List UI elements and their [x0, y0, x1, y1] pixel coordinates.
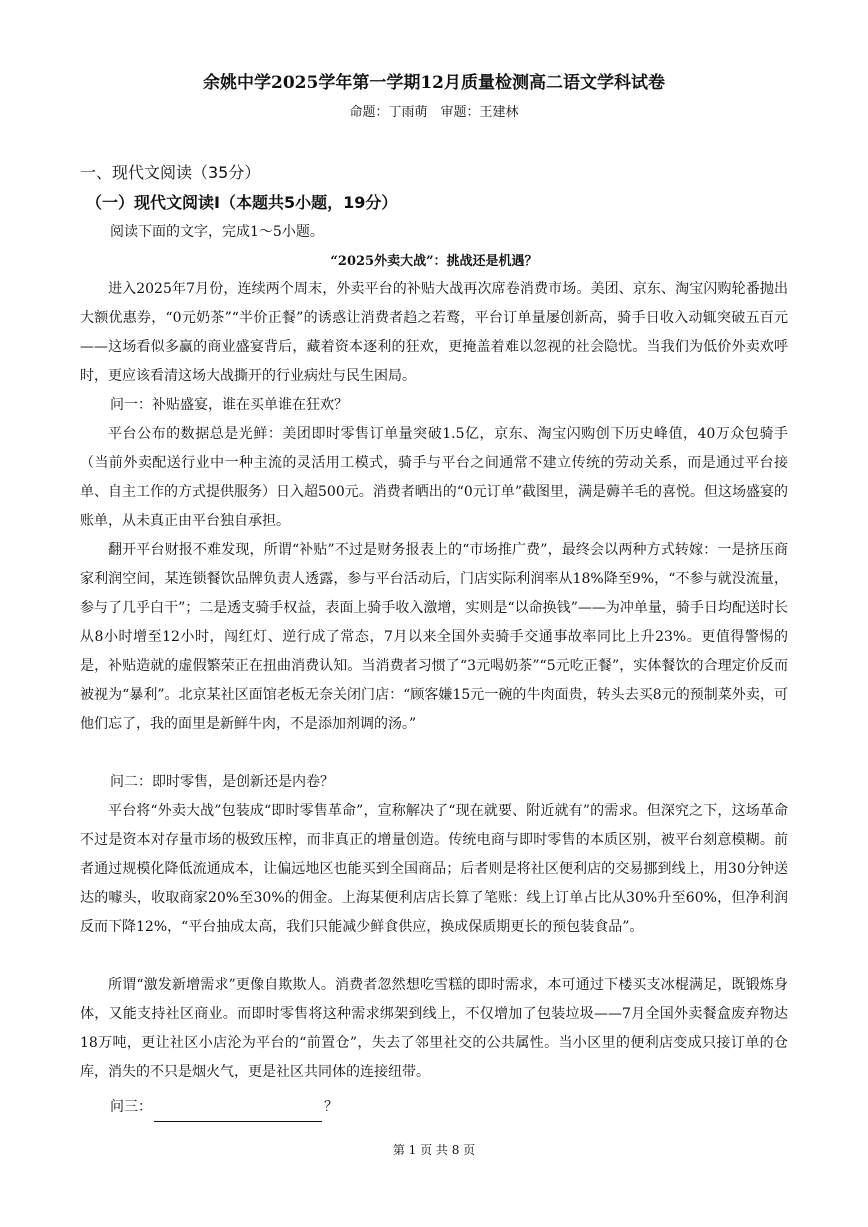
exam-title: 余姚中学2025学年第一学期12月质量检测高二语文学科试卷: [203, 73, 665, 93]
question-3-suffix: ？: [324, 1099, 338, 1115]
answer-blank[interactable]: [154, 1104, 322, 1122]
paragraph-3: 翻开平台财报不难发现，所谓“补贴”不过是财务报表上的“市场推广费”，最终会以两种方式转嫁：一是挤压商家利润空间，某连锁餐饮品牌负责人透露，参与平台活动后，门店实际利润率从18%降至9%，“不参与就没流量，参与了几乎白干”；二是透支骑手权益，表面上骑手收入激增，实则是“以命换钱”——为冲单量，骑手日均配送时长从8小时增至12小时，闯红灯、逆行成了常态，7月以来全国外卖骑手交通事故率同比上升23%。更值得警惕的是，补贴造就的虚假繁荣正在扭曲消费认知。当消费者习惯了“3元喝奶茶”“5元吃正餐”，实体餐饮的合理定价反而被视为“暴利”。北京某社区面馆老板无奈关闭门店：“顾客嫌15元一碗的牛肉面贵，转头去买8元的预制菜外卖，可他们忘了，我的面里是新鲜牛肉，不是添加剂调的汤。”: [80, 542, 788, 732]
question-2: 问二：即时零售，是创新还是内卷？: [110, 774, 334, 790]
article-title: “2025外卖大战”：挑战还是机遇？: [330, 254, 538, 269]
paragraph-5: 所谓“激发新增需求”更像自欺欺人。消费者忽然想吃雪糕的即时需求，本可通过下楼买支冰棍满足，既锻炼身体，又能支持社区商业。而即时零售将这种需求绑架到线上，不仅增加了包装垃圾——7月全国外卖餐盒废弃物达18万吨，更让社区小店沦为平台的“前置仓”，失去了邻里社交的公共属性。当小区里的便利店变成只接订单的仓库，消失的不只是烟火气，更是社区共同体的连接纽带。: [80, 977, 788, 1080]
exam-authors: 命题：丁雨萌 审题：王建林: [349, 105, 519, 120]
section-heading: 一、现代文阅读（35分）: [80, 163, 261, 182]
section-subheading: （一）现代文阅读Ⅰ（本题共5小题，19分）: [86, 193, 398, 212]
question-3: [110, 1093, 338, 1122]
reading-instruction: 阅读下面的文字，完成1～5小题。: [110, 224, 324, 240]
page-number: 第 1 页 共 8 页: [392, 1143, 476, 1157]
paragraph-2: 平台公布的数据总是光鲜：美团即时零售订单量突破1.5亿，京东、淘宝闪购创下历史峰值，40万众包骑手（当前外卖配送行业中一种主流的灵活用工模式，骑手与平台之间通常不建立传统的劳动关系，而是通过平台接单、自主工作的方式提供服务）日入超500元。消费者晒出的“0元订单”截图里，满是薅羊毛的喜悦。但这场盛宴的账单，从未真正由平台独自承担。: [80, 426, 788, 529]
question-1: 问一：补贴盛宴，谁在买单谁在狂欢？: [110, 397, 348, 413]
paragraph-4: 平台将“外卖大战”包装成“即时零售革命”，宣称解决了“现在就要、附近就有”的需求。但深究之下，这场革命不过是资本对存量市场的极致压榨，而非真正的增量创造。传统电商与即时零售的本质区别，被平台刻意模糊。前者通过规模化降低流通成本，让偏远地区也能买到全国商品；后者则是将社区便利店的交易挪到线上，用30分钟送达的噱头，收取商家20%至30%的佣金。上海某便利店店长算了笔账：线上订单占比从30%升至60%，但净利润反而下降12%，“平台抽成太高，我们只能减少鲜食供应，换成保质期更长的预包装食品”。: [80, 803, 788, 935]
paragraph-1: 进入2025年7月份，连续两个周末，外卖平台的补贴大战再次席卷消费市场。美团、京东、淘宝闪购轮番抛出大额优惠券，“0元奶茶”“半价正餐”的诱惑让消费者趋之若鹜，平台订单量屡创新高，骑手日收入动辄突破五百元——这场看似多赢的商业盛宴背后，藏着资本逐利的狂欢，更掩盖着难以忽视的社会隐忧。当我们为低价外卖欢呼时，更应该看清这场大战撕开的行业病灶与民生困局。: [80, 281, 788, 384]
question-3-prefix: 问三：: [110, 1099, 152, 1115]
